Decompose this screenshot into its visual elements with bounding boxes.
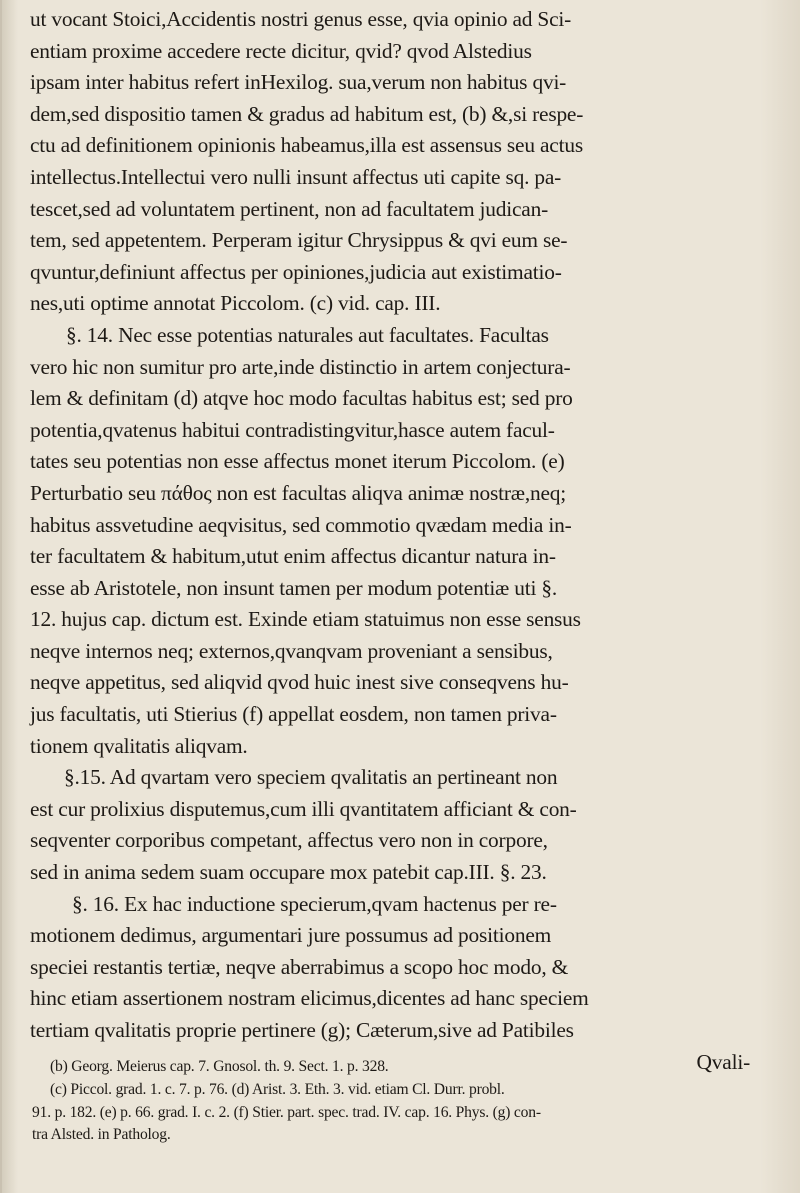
text-line: ter facultatem & habitum,utut enim affectus dicantur natura in- [30,544,556,569]
footnote-line: (c) Piccol. grad. 1. c. 7. p. 76. (d) Arist. 3. Eth. 3. vid. etiam Cl. Durr. probl. [50,1080,505,1098]
text-line: motionem dedimus, argumentari jure possumus ad positionem [30,923,552,948]
text-line: vero hic non sumitur pro arte,inde distinctio in artem conjectura- [30,354,571,379]
text-line: tescet,sed ad voluntatem pertinent, non ad facultatem judican- [30,196,549,221]
text-line: esse ab Aristotele, non insunt tamen per modum potentiæ uti §. [30,575,558,600]
text-line: tertiam qvalitatis proprie pertinere (g); Cæterum,sive ad Patibiles [30,1018,574,1042]
text-line: neqve appetitus, sed aliqvid qvod huic inest sive conseqvens hu- [30,670,569,695]
text-line: dem,sed dispositio tamen & gradus ad habitum est, (b) &,si respe- [30,101,584,126]
text-line: §. 14. Nec esse potentias naturales aut facultates. Facultas [66,322,549,347]
footnote-line: tra Alsted. in Patholog. [32,1126,171,1144]
main-text [30,4,770,1078]
text-line: jus facultatis, uti Stierius (f) appellat eosdem, non tamen priva- [30,702,557,727]
text-line: 12. hujus cap. dictum est. Exinde etiam statuimus non esse sensus [30,607,581,632]
text-line: Perturbatio seu πάθος non est facultas aliqva animæ nostræ,neq; [30,480,567,505]
text-line: tates seu potentias non esse affectus monet iterum Piccolom. (e) [30,449,565,474]
text-line: sed in anima sedem suam occupare mox patebit cap.III. §. 23. [30,860,547,885]
text-line: nes,uti optime annotat Piccolom. (c) vid. cap. III. [30,291,441,316]
binding-shadow [2,0,18,1193]
text-line: seqventer corporibus competant, affectus vero non in corpore, [30,828,548,853]
text-line: §.15. Ad qvartam vero speciem qvalitatis an pertineant non [64,765,558,790]
text-line: hinc etiam assertionem nostram elicimus,dicentes ad hanc speciem [30,986,589,1011]
text-line: qvuntur,definiunt affectus per opiniones,judicia aut existimatio- [30,259,562,284]
text-line: ipsam inter habitus refert inHexilog. sua,verum non habitus qvi- [30,70,567,95]
text-line: intellectus.Intellectui vero nulli insunt affectus uti capite sq. pa- [30,164,562,189]
text-line: lem & definitam (d) atqve hoc modo facultas habitus est; sed pro [30,386,573,411]
footnote-line: (b) Georg. Meierus cap. 7. Gnosol. th. 9. Sect. 1. p. 328. [50,1058,389,1075]
text-line: potentia,qvatenus habitui contradistingvitur,hasce autem facul- [30,417,555,442]
text-line: est cur prolixius disputemus,cum illi qvantitatem afficiant & con- [30,796,577,821]
text-line: habitus assvetudine aeqvisitus, sed commotio qvædam media in- [30,512,572,537]
text-line: entiam proxime accedere recte dicitur, qvid? qvod Alstedius [30,38,532,63]
catchword: Qvali- [696,1049,750,1074]
footnote-line: 91. p. 182. (e) p. 66. grad. I. c. 2. (f) Stier. part. spec. trad. IV. cap. 16. Phys. (g) con- [32,1103,541,1121]
text-line: neqve internos neq; externos,qvanqvam proveniant a sensibus, [30,638,553,663]
text-line: ut vocant Stoici,Accidentis nostri genus esse, qvia opinio ad Sci- [30,7,572,31]
text-line: §. 16. Ex hac inductione specierum,qvam hactenus per re- [72,891,557,916]
text-line: ctu ad definitionem opinionis habeamus,illa est assensus seu actus [30,133,583,158]
text-line: tem, sed appetentem. Perperam igitur Chrysippus & qvi eum se- [30,228,568,253]
text-line: speciei restantis tertiæ, neqve aberrabimus a scopo hoc modo, & [30,954,569,979]
footnotes [32,1056,772,1147]
text-line: tionem qvalitatis aliqvam. [30,733,248,758]
